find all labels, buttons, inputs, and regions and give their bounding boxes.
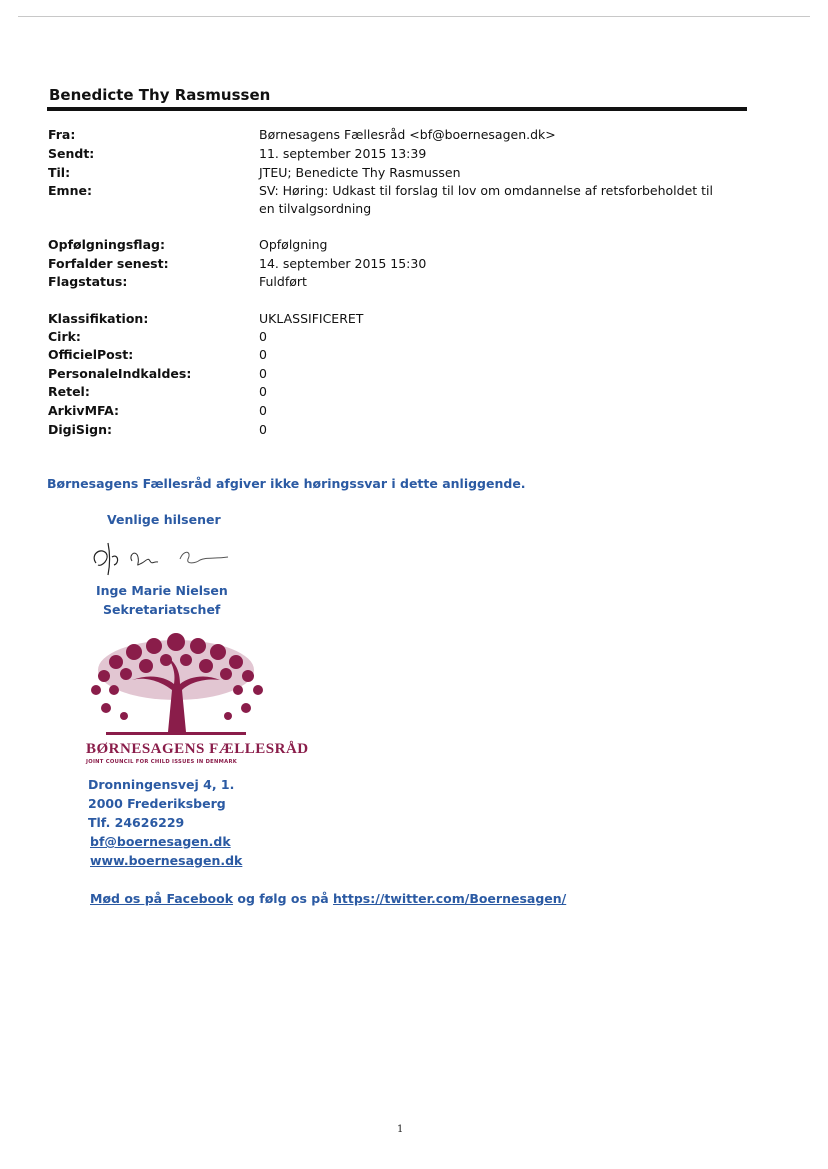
handwritten-signature — [88, 535, 238, 579]
to-label: Til: — [48, 165, 71, 180]
twitter-link[interactable]: https://twitter.com/Boernesagen/ — [333, 891, 567, 906]
subject-value: SV: Høring: Udkast til forslag til lov om omdannelse af retsforbeholdet til en tilvalgsordning — [259, 183, 713, 216]
top-divider — [18, 16, 810, 17]
classification-label: Klassifikation: — [48, 311, 149, 326]
cirk-label: Cirk: — [48, 329, 81, 344]
officielpost-value: 0 — [259, 347, 267, 362]
address-line-2: 2000 Frederiksberg — [88, 796, 226, 811]
digisign-label: DigiSign: — [48, 422, 113, 437]
phone-number: Tlf. 24626229 — [88, 815, 185, 830]
classification-value: UKLASSIFICERET — [259, 311, 364, 326]
retel-value: 0 — [259, 384, 267, 399]
personaleindkaldes-value: 0 — [259, 366, 267, 381]
mailbox-owner-name: Benedicte Thy Rasmussen — [49, 86, 271, 104]
followup-flag-label: Opfølgningsflag: — [48, 237, 165, 252]
flag-status-value: Fuldført — [259, 274, 307, 289]
page-number: 1 — [397, 1124, 404, 1135]
social-line — [90, 891, 566, 906]
facebook-link[interactable]: Mød os på Facebook — [90, 891, 234, 906]
sender-name: Inge Marie Nielsen — [96, 583, 228, 598]
digisign-value: 0 — [259, 422, 267, 437]
due-date-label: Forfalder senest: — [48, 256, 169, 271]
personaleindkaldes-label: PersonaleIndkaldes: — [48, 366, 192, 381]
retel-label: Retel: — [48, 384, 90, 399]
organization-name: BØRNESAGENS FÆLLESRÅD — [86, 741, 309, 757]
header-rule — [47, 107, 747, 111]
tree-logo — [76, 632, 272, 742]
officielpost-label: OfficielPost: — [48, 347, 134, 362]
sent-value: 11. september 2015 13:39 — [259, 146, 427, 161]
social-connector: og følg os på — [237, 891, 329, 906]
website-link[interactable]: www.boernesagen.dk — [90, 853, 243, 868]
arkivmfa-value: 0 — [259, 403, 267, 418]
sent-label: Sendt: — [48, 146, 95, 161]
address-line-1: Dronningensvej 4, 1. — [88, 777, 235, 792]
flag-status-label: Flagstatus: — [48, 274, 128, 289]
followup-flag-value: Opfølgning — [259, 237, 328, 252]
from-value: Børnesagens Fællesråd <bf@boernesagen.dk> — [259, 127, 556, 142]
email-link[interactable]: bf@boernesagen.dk — [90, 834, 231, 849]
greeting: Venlige hilsener — [107, 512, 221, 527]
from-label: Fra: — [48, 127, 76, 142]
due-date-value: 14. september 2015 15:30 — [259, 256, 427, 271]
sender-title: Sekretariatschef — [103, 602, 221, 617]
cirk-value: 0 — [259, 329, 267, 344]
subject-label: Emne: — [48, 183, 92, 198]
organization-subtitle: JOINT COUNCIL FOR CHILD ISSUES IN DENMARK — [86, 759, 238, 765]
message-body: Børnesagens Fællesråd afgiver ikke høringssvar i dette anliggende. — [47, 476, 526, 491]
to-value: JTEU; Benedicte Thy Rasmussen — [259, 165, 461, 180]
arkivmfa-label: ArkivMFA: — [48, 403, 120, 418]
